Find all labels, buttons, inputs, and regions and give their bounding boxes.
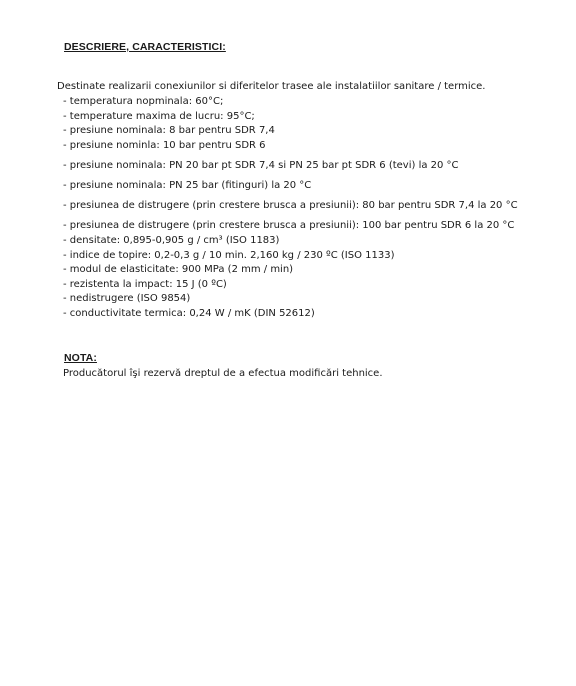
list-item: - presiunea de distrugere (prin crestere brusca a presiunii): 100 bar pentru SDR 6 la 20 °C bbox=[63, 220, 515, 231]
list-item: - conductivitate termica: 0,24 W / mK (DIN 52612) bbox=[63, 308, 315, 319]
list-item: - temperature maxima de lucru: 95°C; bbox=[63, 111, 255, 122]
list-item: - rezistenta la impact: 15 J (0 ºC) bbox=[63, 279, 227, 290]
list-item: - presiune nominla: 10 bar pentru SDR 6 bbox=[63, 140, 266, 151]
section-title: DESCRIERE, CARACTERISTICI: bbox=[64, 41, 226, 53]
list-item: - nedistrugere (ISO 9854) bbox=[63, 293, 191, 304]
list-item: - indice de topire: 0,2-0,3 g / 10 min. 2,160 kg / 230 ºC (ISO 1133) bbox=[63, 250, 395, 261]
list-item: - presiune nominala: PN 20 bar pt SDR 7,4 si PN 25 bar pt SDR 6 (tevi) la 20 °C bbox=[63, 160, 459, 171]
list-item: - densitate: 0,895-0,905 g / cm³ (ISO 1183) bbox=[63, 235, 280, 246]
list-item: - temperatura nopminala: 60°C; bbox=[63, 96, 224, 107]
intro-text: Destinate realizarii conexiunilor si diferitelor trasee ale instalatiilor sanitare / termice. bbox=[57, 81, 486, 92]
list-item: - presiunea de distrugere (prin crestere brusca a presiunii): 80 bar pentru SDR 7,4 la 20 °C bbox=[63, 200, 518, 211]
list-item: - modul de elasticitate: 900 MPa (2 mm / min) bbox=[63, 264, 294, 275]
note-text: Producătorul îşi rezervă dreptul de a efectua modificări tehnice. bbox=[63, 368, 383, 379]
list-item: - presiune nominala: PN 25 bar (fitinguri) la 20 °C bbox=[63, 180, 312, 191]
note-title: NOTA: bbox=[64, 352, 97, 364]
list-item: - presiune nominala: 8 bar pentru SDR 7,4 bbox=[63, 125, 275, 136]
